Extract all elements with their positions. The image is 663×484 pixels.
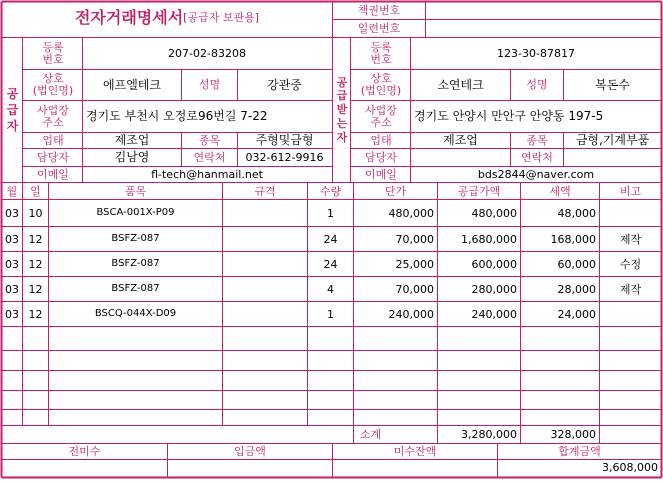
row-item: BSFZ-087 (111, 283, 160, 295)
title-area (2, 2, 332, 34)
supplier-reg-label-line: 등록 (42, 40, 64, 54)
header-note: 비고 (619, 184, 642, 198)
row-month: 03 (5, 206, 19, 220)
row-unit-price: 240,000 (388, 307, 434, 321)
supplier-reg-number: 207-02-83208 (168, 46, 246, 60)
receiver-biz-item: 금형,기계부품 (575, 133, 650, 148)
receiver-person: 복돈수 (595, 77, 630, 92)
supplier-name-label-line: 상호 (42, 72, 64, 86)
unpaid-value (2, 460, 167, 476)
row-note (600, 302, 661, 327)
header-unit-price: 단가 (384, 184, 407, 198)
row-supply: 240,000 (471, 307, 517, 321)
document-title: 전자거래명세서 (74, 7, 184, 27)
receiver-email-label: 이메일 (365, 167, 397, 181)
row-supply: 600,000 (471, 257, 517, 271)
row-item: BSFZ-087 (111, 258, 160, 270)
supplier-reg-label-line: 번호 (42, 52, 64, 66)
supplier-email: fl-tech@hanmail.net (151, 167, 263, 181)
received-label: 입금액 (234, 444, 266, 458)
supplier-manager: 김남영 (114, 150, 150, 165)
header-tax: 세액 (549, 184, 571, 198)
row-month: 03 (5, 282, 19, 296)
row-supply: 480,000 (471, 206, 517, 220)
supplier-biz-item-label: 종목 (198, 133, 221, 147)
total-label: 합계금액 (558, 444, 601, 458)
row-tax: 168,000 (550, 232, 596, 246)
supplier-biz-type: 제조업 (114, 133, 150, 148)
supplier-address-label (24, 101, 82, 132)
document-subtitle: [공급자 보관용] (183, 11, 260, 25)
receiver-contact (564, 149, 661, 166)
row-tax: 24,000 (557, 307, 596, 321)
row-unit-price: 70,000 (395, 232, 434, 246)
row-qty: 24 (323, 232, 338, 246)
receiver-side-label (333, 38, 351, 182)
serial-number-label: 일련번호 (357, 21, 401, 35)
row-spec (223, 227, 307, 252)
supplier-biz-item: 주형및금형 (255, 133, 314, 148)
receiver-name-label-line: (법인명) (360, 84, 402, 97)
row-day: 12 (28, 232, 43, 246)
supplier-biz-type-label: 업태 (42, 133, 64, 147)
row-month: 03 (5, 307, 19, 321)
row-supply: 280,000 (471, 282, 517, 296)
book-number-label: 책권번호 (357, 3, 401, 17)
subtotal-label: 소계 (359, 427, 382, 441)
row-note: 제작 (619, 232, 642, 246)
row-unit-price: 480,000 (388, 206, 434, 220)
balance-value (333, 460, 497, 476)
row-day: 12 (28, 307, 43, 321)
receiver-manager-label: 담당자 (365, 150, 397, 164)
receiver-side-char: 는 (336, 116, 348, 130)
supplier-contact-label: 연락처 (193, 150, 226, 164)
receiver-name-label-line: 상호 (370, 72, 392, 86)
row-qty: 24 (323, 257, 338, 271)
supplier-side-char: 공 (6, 86, 19, 101)
balance-label: 미수잔액 (393, 444, 437, 458)
row-spec (223, 277, 307, 302)
supplier-name-label-line: (법인명) (32, 84, 74, 97)
header-spec: 규격 (254, 184, 276, 198)
supplier-address-label-line: 주소 (42, 115, 64, 129)
supplier-address-label-line: 사업장 (37, 103, 69, 117)
supplier-company: 에프엘테크 (103, 77, 161, 92)
receiver-biz-type-label: 업태 (370, 133, 392, 147)
row-spec (223, 200, 307, 227)
receiver-side-char: 급 (336, 89, 348, 103)
row-note: 수정 (619, 257, 642, 271)
header-qty: 수량 (319, 184, 342, 198)
receiver-person-label: 성명 (526, 78, 548, 92)
row-day: 12 (28, 282, 43, 296)
row-item: BSFZ-087 (111, 233, 160, 245)
row-note (600, 200, 661, 227)
receiver-email: bds2844@naver.com (477, 167, 595, 181)
row-unit-price: 70,000 (395, 282, 434, 296)
supplier-side-char: 자 (6, 119, 19, 134)
unpaid-label: 전미수 (68, 444, 101, 458)
receiver-reg-label-line: 등록 (370, 40, 392, 54)
receiver-company: 소연테크 (437, 77, 484, 92)
supplier-side-label (2, 38, 23, 182)
receiver-address-label-line: 사업장 (365, 103, 397, 117)
row-tax: 48,000 (557, 206, 596, 220)
row-tax: 60,000 (557, 257, 596, 271)
row-spec (223, 302, 307, 327)
header-item: 품목 (124, 184, 147, 198)
header-day: 일 (30, 184, 41, 198)
row-month: 03 (5, 257, 19, 271)
row-month: 03 (5, 232, 19, 246)
receiver-contact-label: 연락처 (521, 150, 553, 164)
receiver-reg-number: 123-30-87817 (497, 46, 575, 60)
row-day: 12 (28, 257, 43, 271)
receiver-reg-label (352, 38, 410, 69)
subtotal-tax: 328,000 (550, 427, 596, 441)
serial-number-value (426, 20, 661, 37)
receiver-side-char: 공 (336, 75, 348, 89)
receiver-address-label (352, 101, 410, 132)
supplier-reg-label (24, 38, 82, 69)
received-value (168, 460, 332, 476)
receiver-address-label-line: 주소 (370, 115, 392, 129)
row-tax: 28,000 (557, 282, 596, 296)
supplier-person: 강관중 (267, 77, 302, 92)
total-value: 3,608,000 (602, 461, 658, 475)
header-month: 월 (6, 184, 18, 198)
receiver-name-label (352, 70, 410, 100)
header-supply-amount: 공급가액 (457, 184, 501, 198)
receiver-biz-item-label: 종목 (526, 133, 548, 147)
supplier-side-char: 급 (6, 102, 19, 117)
receiver-reg-label-line: 번호 (370, 52, 392, 66)
receiver-address: 경기도 안양시 만안구 안양동 197-5 (414, 109, 604, 124)
book-number-value (426, 2, 661, 19)
receiver-biz-type: 제조업 (443, 133, 478, 148)
supplier-address: 경기도 부천시 오정로96번길 7-22 (86, 109, 268, 124)
row-note: 제작 (619, 282, 642, 296)
row-spec (223, 252, 307, 277)
supplier-name-label (24, 70, 82, 100)
row-item: BSCQ-044X-D09 (94, 308, 177, 320)
row-qty: 1 (327, 307, 334, 321)
subtotal-supply: 3,280,000 (461, 427, 517, 441)
receiver-side-char: 자 (336, 130, 348, 144)
supplier-manager-label: 담당자 (37, 150, 69, 164)
row-unit-price: 25,000 (395, 257, 434, 271)
row-qty: 4 (327, 282, 334, 296)
row-qty: 1 (327, 206, 334, 220)
supplier-email-label: 이메일 (37, 167, 69, 181)
supplier-contact: 032-612-9916 (245, 150, 324, 164)
receiver-manager (411, 149, 510, 166)
receiver-side-char: 받 (336, 103, 348, 117)
row-day: 10 (28, 206, 43, 220)
row-item: BSCA-001X-P09 (96, 207, 175, 219)
supplier-person-label: 성명 (198, 78, 221, 92)
row-supply: 1,680,000 (461, 232, 517, 246)
